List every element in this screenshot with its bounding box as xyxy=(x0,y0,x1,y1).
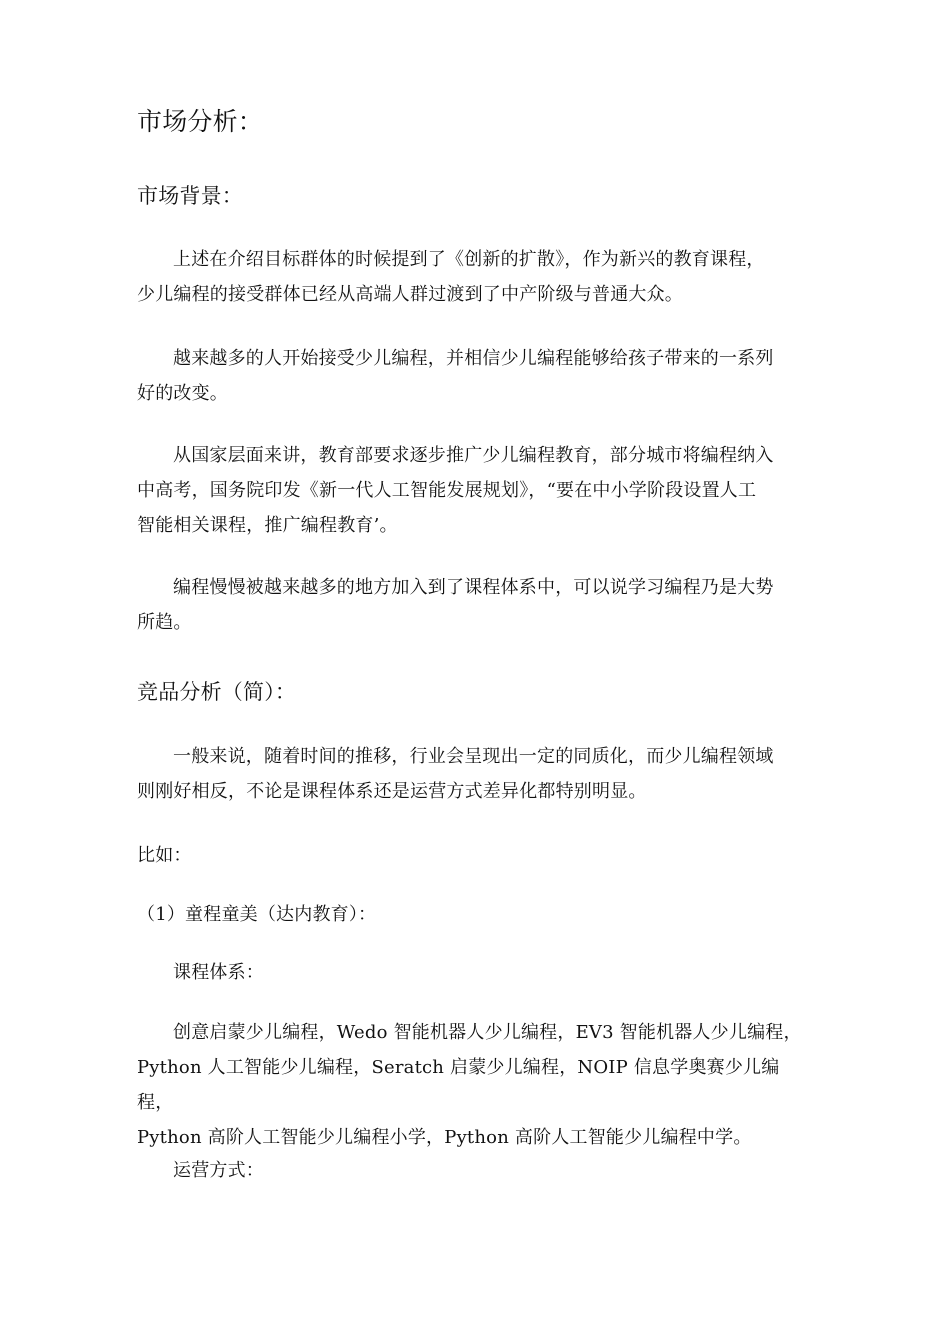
market-background-paragraph-4: 编程慢慢被越来越多的地方加入到了课程体系中，可以说学习编程乃是大势 所趋。 xyxy=(137,577,774,633)
competitor-item-1-title: （1）童程童美（达内教育）： xyxy=(137,904,377,925)
market-background-heading: 市场背景： xyxy=(137,184,243,208)
course-system-text: 创意启蒙少儿编程，Wedo 智能机器人少儿编程，EV3 智能机器人少儿编程， Python 人工智能少儿编程，Seratch 启蒙少儿编程，NOIP 信息学奥赛少儿编程， Python 高阶人工智能少儿编程小学，Python 高阶人工智能少儿编程中学。 xyxy=(137,1022,802,1148)
operation-label: 运营方式： xyxy=(173,1160,264,1181)
example-label: 比如： xyxy=(137,845,192,866)
course-system-label: 课程体系： xyxy=(173,962,264,983)
competitor-analysis-heading: 竞品分析（简）： xyxy=(137,680,297,704)
market-background-paragraph-2: 越来越多的人开始接受少儿编程，并相信少儿编程能够给孩子带来的一系列 好的改变。 xyxy=(137,348,774,404)
market-background-paragraph-3: 从国家层面来讲，教育部要求逐步推广少儿编程教育，部分城市将编程纳入 中高考，国务院印发《新一代人工智能发展规划》，“要在中小学阶段设置人工 智能相关课程，推广编程教育’。 xyxy=(137,445,774,536)
section-title: 市场分析： xyxy=(137,107,264,136)
market-background-paragraph-1: 上述在介绍目标群体的时候提到了《创新的扩散》，作为新兴的教育课程， 少儿编程的接受群体已经从高端人群过渡到了中产阶级与普通大众。 xyxy=(137,249,765,305)
competitor-analysis-paragraph: 一般来说，随着时间的推移，行业会呈现出一定的同质化，而少儿编程领域 则刚好相反，不论是课程体系还是运营方式差异化都特别明显。 xyxy=(137,746,774,802)
